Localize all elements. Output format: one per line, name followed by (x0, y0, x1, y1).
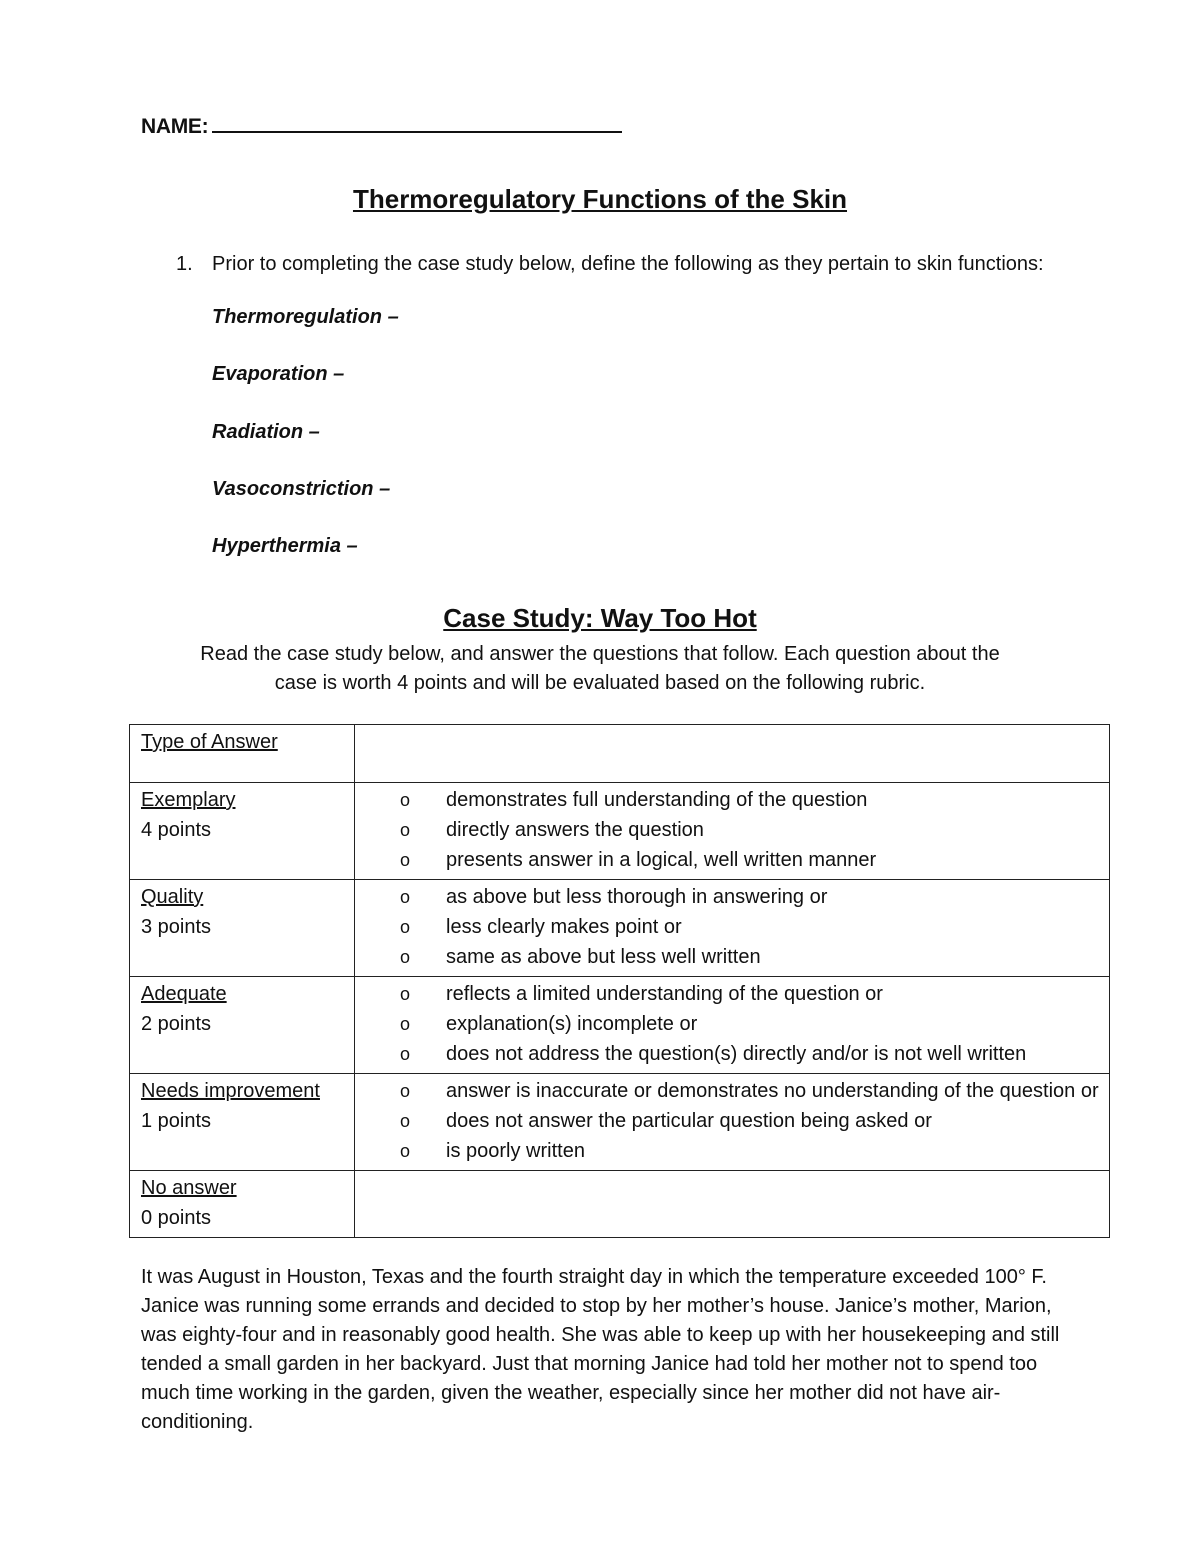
hollow-bullet-icon: o (400, 820, 411, 840)
criteria-item: o presents answer in a logical, well written manner (400, 845, 1099, 875)
rubric-criteria-cell (355, 880, 1110, 977)
rubric-points: 0 points (141, 1207, 212, 1229)
rubric-header-label: Type of Answer (141, 731, 278, 753)
name-field-label (141, 113, 622, 139)
rubric-criteria-cell (355, 1074, 1110, 1171)
rubric-points: 1 points (141, 1110, 212, 1132)
case-study-intro (150, 640, 1050, 698)
criteria-item: o less clearly makes point or (400, 912, 1099, 942)
criteria-item: o demonstrates full understanding of the question (400, 785, 1099, 815)
rubric-header-row (130, 725, 1110, 783)
hollow-bullet-icon: o (400, 1044, 411, 1064)
rubric-category-cell (130, 783, 355, 880)
hollow-bullet-icon: o (400, 1141, 411, 1161)
criteria-item: o does not address the question(s) directly and/or is not well written (400, 1039, 1099, 1069)
hollow-bullet-icon: o (400, 790, 411, 810)
rubric-criteria-cell (355, 977, 1110, 1074)
rubric-points: 4 points (141, 819, 212, 841)
rubric-category: Adequate (141, 983, 227, 1005)
term-vasoconstriction: Vasoconstriction – (212, 478, 391, 500)
rubric-category-cell (130, 977, 355, 1074)
question-text: Prior to completing the case study below, define the following as they pertain to skin functions: (212, 253, 1044, 275)
rubric-criteria-cell (355, 1171, 1110, 1238)
name-blank-line[interactable] (212, 113, 622, 133)
hollow-bullet-icon: o (400, 887, 411, 907)
rubric-row (130, 783, 1110, 880)
hollow-bullet-icon: o (400, 1081, 411, 1101)
case-intro-line-2: case is worth 4 points and will be evaluated based on the following rubric. (274, 672, 926, 694)
case-intro-line-1: Read the case study below, and answer the questions that follow. Each question about the (200, 643, 1000, 665)
question-number: 1. (176, 253, 193, 275)
criteria-item: o directly answers the question (400, 815, 1099, 845)
hollow-bullet-icon: o (400, 947, 411, 967)
criteria-item: o answer is inaccurate or demonstrates no understanding of the question or (400, 1076, 1099, 1106)
criteria-item: o as above but less thorough in answering or (400, 882, 1099, 912)
criteria-list (366, 882, 1099, 972)
criteria-item: o is poorly written (400, 1136, 1099, 1166)
term-radiation: Radiation – (212, 421, 320, 443)
rubric-header-empty-cell (355, 725, 1110, 783)
rubric-criteria-cell (355, 783, 1110, 880)
criteria-item: o reflects a limited understanding of the question or (400, 979, 1099, 1009)
rubric-category: Exemplary (141, 789, 236, 811)
hollow-bullet-icon: o (400, 1111, 411, 1131)
criteria-list (366, 785, 1099, 875)
rubric-category-cell (130, 880, 355, 977)
rubric-row (130, 977, 1110, 1074)
term-evaporation: Evaporation – (212, 363, 345, 385)
case-study-title: Case Study: Way Too Hot (443, 603, 757, 633)
rubric-category-cell (130, 1074, 355, 1171)
question-1 (176, 250, 1056, 279)
criteria-item: o same as above but less well written (400, 942, 1099, 972)
hollow-bullet-icon: o (400, 850, 411, 870)
rubric-points: 3 points (141, 916, 212, 938)
rubric-category: Needs improvement (141, 1080, 320, 1102)
name-label: NAME: (141, 115, 209, 138)
criteria-item: o does not answer the particular question being asked or (400, 1106, 1099, 1136)
term-thermoregulation: Thermoregulation – (212, 306, 399, 328)
rubric-header-cell (130, 725, 355, 783)
hollow-bullet-icon: o (400, 917, 411, 937)
hollow-bullet-icon: o (400, 1014, 411, 1034)
rubric-category: Quality (141, 886, 204, 908)
rubric-points: 2 points (141, 1013, 212, 1035)
rubric-table (129, 724, 1110, 1238)
hollow-bullet-icon: o (400, 984, 411, 1004)
case-story-paragraph: It was August in Houston, Texas and the fourth straight day in which the temperature exceeded 100° F. Janice was running some errands and decided to stop by her mother’s house. Janice’s mother, Marion, was eighty-four and in reasonably good health. She was able to keep up with her housekeeping and still tended a small garden in her backyard. Just that morning Janice had told her mother not to spend too much time working in the garden, given the weather, especially since her mother did not have air-conditioning. (141, 1266, 1060, 1433)
rubric-category-cell (130, 1171, 355, 1238)
rubric-row (130, 1171, 1110, 1238)
criteria-item: o explanation(s) incomplete or (400, 1009, 1099, 1039)
criteria-list (366, 979, 1099, 1069)
rubric-category: No answer (141, 1177, 237, 1199)
page-title: Thermoregulatory Functions of the Skin (352, 184, 848, 214)
rubric-row (130, 880, 1110, 977)
criteria-list (366, 1076, 1099, 1166)
term-hyperthermia: Hyperthermia – (212, 535, 358, 557)
rubric-row (130, 1074, 1110, 1171)
